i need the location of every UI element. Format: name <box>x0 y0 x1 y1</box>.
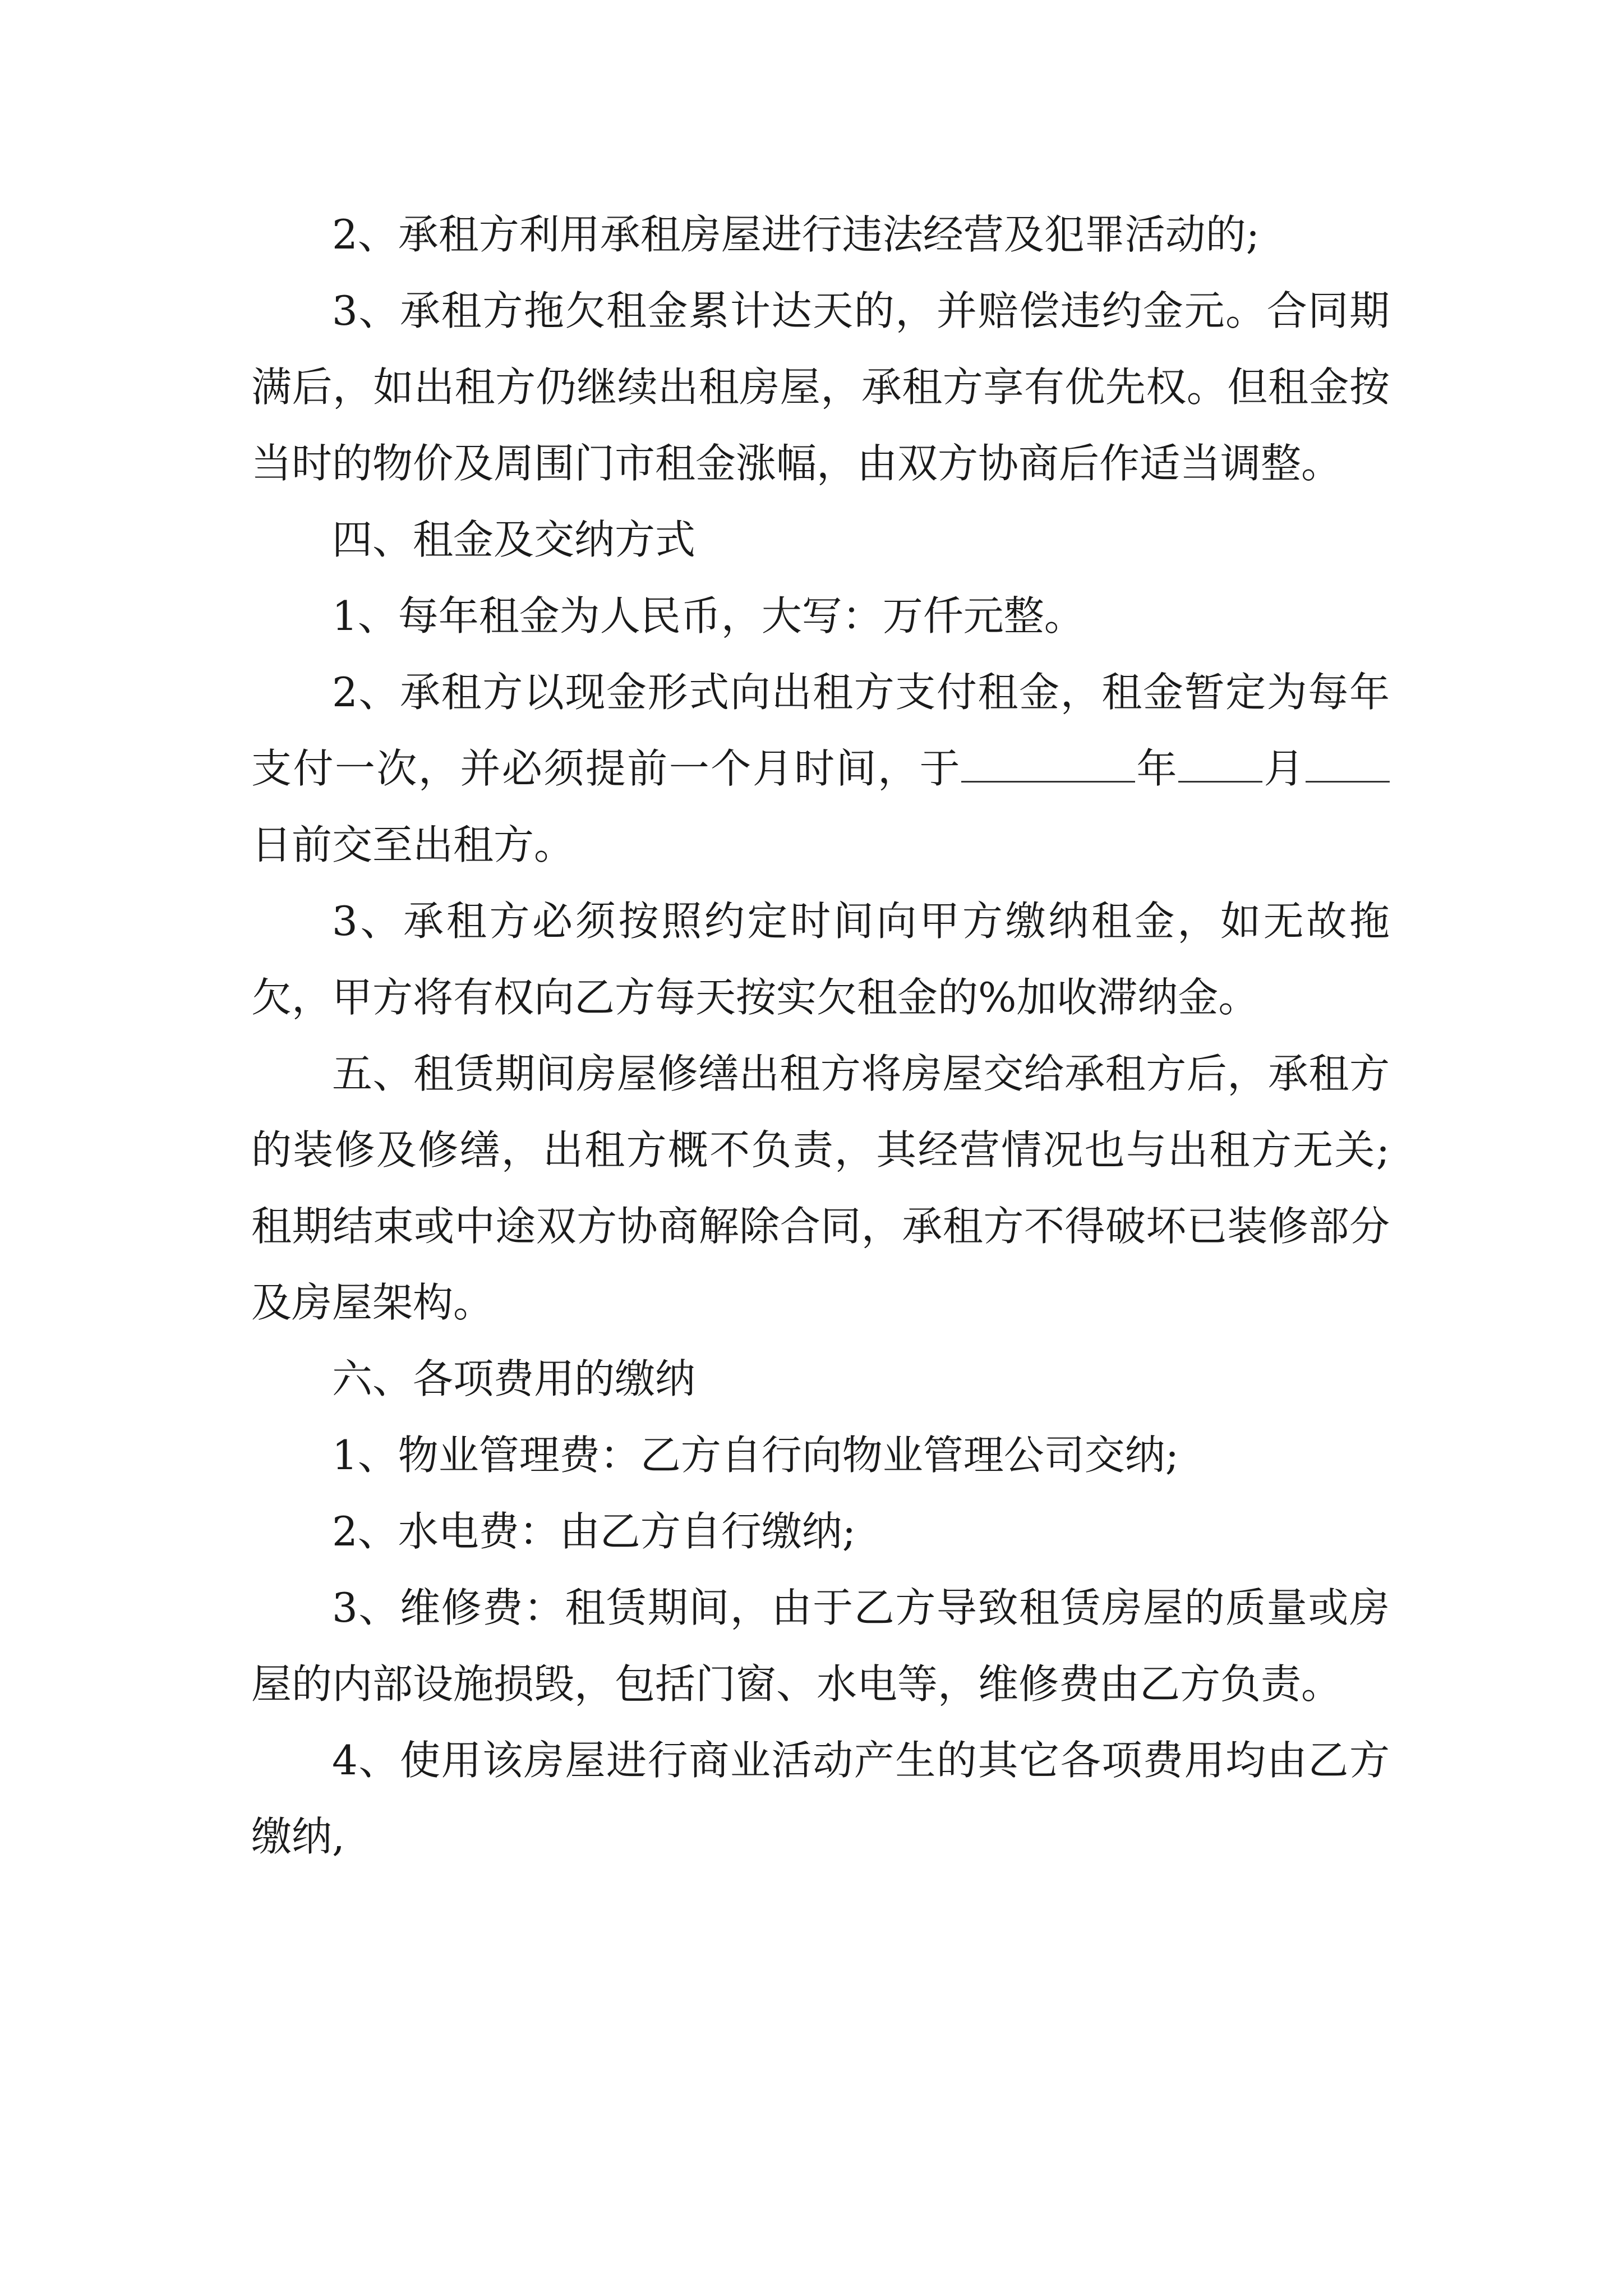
section-repairs: 五、租赁期间房屋修缮出租方将房屋交给承租方后，承租方的装修及修缮，出租方概不负责，其经营情况也与出租方无关;租期结束或中途双方协商解除合同，承租方不得破坏已装修部分及房屋架构。 <box>251 1050 1390 1326</box>
clause-annual-rent: 1、每年租金为人民币，大写：万仟元整。 <box>332 592 1085 639</box>
year-blank <box>961 747 1135 783</box>
clause-utilities: 2、水电费：由乙方自行缴纳; <box>332 1508 856 1555</box>
clause-other-fees: 4、使用该房屋进行商业活动产生的其它各项费用均由乙方缴纳, <box>251 1737 1390 1860</box>
clause-property-fee: 1、物业管理费：乙方自行向物业管理公司交纳; <box>332 1432 1179 1479</box>
section-heading-rent-payment: 四、租金及交纳方式 <box>332 516 696 563</box>
clause-rent-arrears-renewal: 3、承租方拖欠租金累计达天的，并赔偿违约金元。合同期满后，如出租方仍继续出租房屋，承租方享有优先权。但租金按当时的物价及周围门市租金涨幅，由双方协商后作适当调整。 <box>251 287 1390 487</box>
day-suffix-text: 日前交至出租方。 <box>251 821 575 868</box>
day-blank <box>1306 747 1390 783</box>
clause-illegal-use: 2、承租方利用承租房屋进行违法经营及犯罪活动的; <box>332 211 1260 258</box>
year-label: 年 <box>1135 745 1179 792</box>
clause-late-fee: 3、承租方必须按照约定时间向甲方缴纳租金，如无故拖欠，甲方将有权向乙方每天按实欠租金的%加收滞纳金。 <box>251 898 1390 1021</box>
document-body <box>251 196 1390 1875</box>
clause-maintenance: 3、维修费：租赁期间，由于乙方导致租赁房屋的质量或房屋的内部设施损毁，包括门窗、水电等，维修费由乙方负责。 <box>251 1584 1390 1708</box>
clause-payment-schedule <box>251 654 1390 883</box>
month-blank <box>1178 747 1262 783</box>
payment-schedule-text: 2、承租方以现金形式向出租方支付租金，租金暂定为每年支付一次，并必须提前一个月时间，于 <box>251 669 1390 792</box>
section-heading-fees: 六、各项费用的缴纳 <box>332 1355 696 1402</box>
month-label: 月 <box>1262 745 1306 792</box>
